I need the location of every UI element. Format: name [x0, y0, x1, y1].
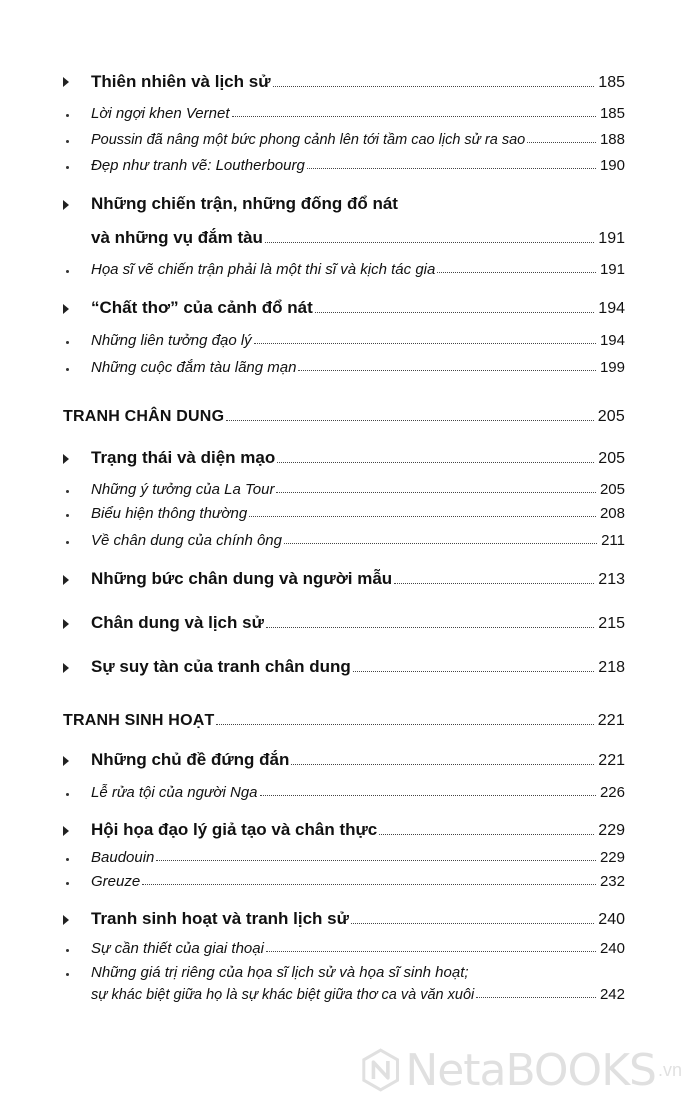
dot-leader — [276, 492, 596, 493]
triangle-bullet-icon — [63, 575, 69, 585]
dot-leader — [265, 242, 594, 243]
page-number: 221 — [597, 712, 625, 729]
dot-bullet-icon — [66, 882, 69, 885]
section-title: Những chủ đề đứng đắn — [91, 750, 290, 769]
dot-leader — [266, 951, 596, 952]
subentry-title: Họa sĩ vẽ chiến trận phải là một thi sĩ và kịch tác gia — [91, 261, 436, 278]
subentry-title: Những cuộc đắm tàu lãng mạn — [91, 359, 297, 376]
page-number: 205 — [597, 408, 625, 425]
subentry-title: Biểu hiện thông thường — [91, 505, 248, 522]
dot-bullet-icon — [66, 858, 69, 861]
dot-leader — [284, 543, 597, 544]
subentry-title: Sự cần thiết của giai thoại — [91, 940, 264, 957]
page-number: 205 — [599, 481, 625, 498]
subentry-title: Greuze — [91, 873, 141, 890]
chapter-title: TRANH SINH HOẠT — [63, 712, 215, 729]
page-number: 226 — [599, 784, 625, 801]
dot-bullet-icon — [66, 341, 69, 344]
subentry-title: Đẹp như tranh vẽ: Loutherbourg — [91, 157, 305, 174]
page-number: 229 — [599, 849, 625, 866]
dot-leader — [379, 834, 594, 835]
section-title-continued: và những vụ đắm tàu — [91, 228, 263, 247]
n-logo-icon — [362, 1035, 399, 1105]
page-number: 188 — [599, 131, 625, 148]
dot-leader — [291, 764, 594, 765]
dot-leader — [232, 116, 596, 117]
page-number: 232 — [599, 873, 625, 890]
subentry-title-continued: sự khác biệt giữa họ là sự khác biệt giữa thơ ca và văn xuôi — [91, 987, 475, 1003]
dot-leader — [315, 312, 595, 313]
dot-bullet-icon — [66, 270, 69, 273]
subentry-title: Những liên tưởng đạo lý — [91, 332, 252, 349]
dot-leader — [394, 583, 594, 584]
page-number: 229 — [598, 822, 625, 839]
section-title: Hội họa đạo lý giả tạo và chân thực — [91, 820, 378, 839]
page-number: 218 — [598, 659, 625, 676]
dot-leader — [260, 795, 596, 796]
triangle-bullet-icon — [63, 77, 69, 87]
dot-leader — [298, 370, 596, 371]
dot-bullet-icon — [66, 368, 69, 371]
subentry-title: Những ý tưởng của La Tour — [91, 481, 275, 498]
section-title: Sự suy tàn của tranh chân dung — [91, 657, 351, 676]
dot-bullet-icon — [66, 166, 69, 169]
subentry-title: Poussin đã nâng một bức phong cảnh lên tới tầm cao lịch sử ra sao — [91, 132, 526, 148]
page-number: 208 — [599, 505, 625, 522]
dot-leader — [277, 462, 594, 463]
dot-leader — [273, 86, 595, 87]
watermark-suffix: .vn — [657, 1059, 682, 1080]
dot-bullet-icon — [66, 973, 69, 976]
dot-leader — [353, 671, 595, 672]
triangle-bullet-icon — [63, 304, 69, 314]
section-title: “Chất thơ” của cảnh đổ nát — [91, 298, 313, 317]
subentry-title: Lễ rửa tội của người Nga — [91, 784, 258, 801]
page-number: 213 — [598, 571, 625, 588]
dot-leader — [476, 997, 596, 998]
page-number: 240 — [599, 940, 625, 957]
page-number: 215 — [598, 615, 625, 632]
dot-bullet-icon — [66, 140, 69, 143]
section-title: Tranh sinh hoạt và tranh lịch sử — [91, 909, 349, 928]
chapter-title: TRANH CHÂN DUNG — [63, 408, 225, 425]
triangle-bullet-icon — [63, 915, 69, 925]
triangle-bullet-icon — [63, 619, 69, 629]
triangle-bullet-icon — [63, 454, 69, 464]
section-title: Thiên nhiên và lịch sử — [91, 72, 271, 91]
page-number: 190 — [599, 157, 625, 174]
dot-leader — [142, 884, 596, 885]
dot-bullet-icon — [66, 541, 69, 544]
dot-leader — [307, 168, 596, 169]
triangle-bullet-icon — [63, 826, 69, 836]
dot-leader — [254, 343, 596, 344]
page-number: 240 — [598, 911, 625, 928]
page-number: 242 — [599, 986, 625, 1003]
triangle-bullet-icon — [63, 663, 69, 673]
page-number: 191 — [598, 230, 625, 247]
page-number: 211 — [601, 532, 625, 549]
dot-leader — [266, 627, 594, 628]
dot-bullet-icon — [66, 793, 69, 796]
page-number: 191 — [599, 261, 625, 278]
dot-leader — [351, 923, 594, 924]
subentry-title: Lời ngợi khen Vernet — [91, 105, 230, 122]
dot-bullet-icon — [66, 514, 69, 517]
section-title: Những chiến trận, những đống đổ nát — [91, 194, 398, 213]
page-number: 199 — [599, 359, 625, 376]
subentry-title: Những giá trị riêng của họa sĩ lịch sử và họa sĩ sinh hoạt; — [91, 964, 469, 981]
dot-bullet-icon — [66, 114, 69, 117]
page-number: 185 — [598, 74, 625, 91]
dot-leader — [216, 724, 593, 725]
section-title: Những bức chân dung và người mẫu — [91, 569, 393, 588]
dot-leader — [527, 142, 596, 143]
page-number: 205 — [598, 450, 625, 467]
page-number: 185 — [599, 105, 625, 122]
triangle-bullet-icon — [63, 200, 69, 210]
triangle-bullet-icon — [63, 756, 69, 766]
dot-leader — [437, 272, 596, 273]
dot-leader — [249, 516, 596, 517]
publisher-watermark — [362, 1030, 682, 1110]
dot-leader — [226, 420, 593, 421]
page-number: 194 — [599, 332, 625, 349]
subentry-title: Về chân dung của chính ông — [91, 532, 282, 549]
dot-leader — [156, 860, 596, 861]
page-number: 221 — [598, 752, 625, 769]
subentry-title: Baudouin — [91, 849, 155, 866]
dot-bullet-icon — [66, 490, 69, 493]
section-title: Trạng thái và diện mạo — [91, 448, 276, 467]
section-title: Chân dung và lịch sử — [91, 613, 264, 632]
dot-bullet-icon — [66, 949, 69, 952]
page-number: 194 — [598, 300, 625, 317]
watermark-brand: NetaBOOKS — [405, 1044, 656, 1096]
